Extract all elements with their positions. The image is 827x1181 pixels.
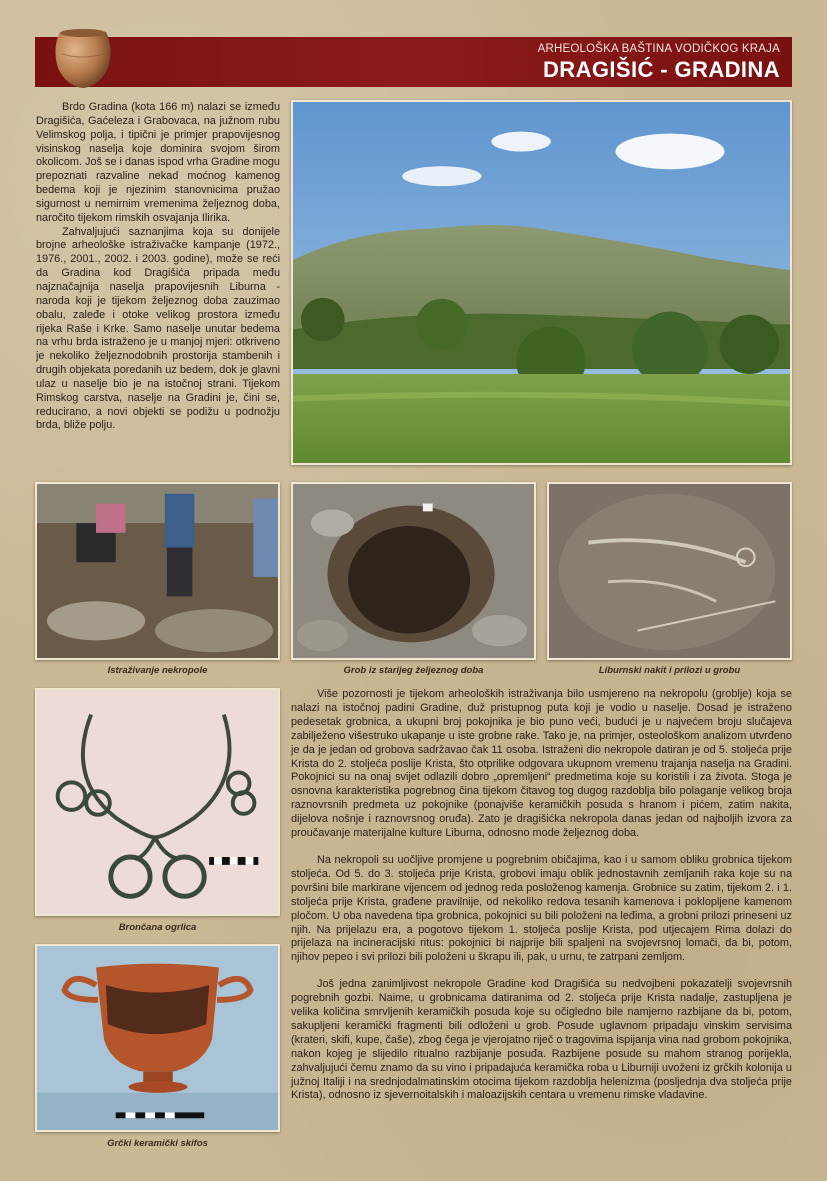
intro-paragraph-2: Zahvaljujući saznanjima koja su donijele brojne arheološke istraživačke kampanje (1972., 1976., 2001., 2002. i 2003. godine), može se reći da Gradina kod Dragišića pripada među najznačajnija naselja prapovijesnih Liburna - naroda koji je tijekom željeznog doba zauzimao obalu, zaleđe i otoke velikog prostora između rijeka Raše i Krke. Samo naselje unutar bedema na vrhu brda istraženo je u manjoj mjeri: otkriveno je nekoliko željeznodobnih prostorija stambenih i drugih objekata poredanih uz bedem, dok je glavni ulaz u naselje bio je na istočnoj strani. Tijekom Rimskog carstva, naselje na Gradini je, čini se, reducirano, a novi objekti se podižu u podnožju brda, bliže polju.	[36, 225, 280, 432]
caption-skyphos: Grčki keramički skifos	[107, 1138, 208, 1149]
caption-necklace: Brončana ogrlica	[118, 922, 197, 933]
page-title: DRAGIŠIĆ - GRADINA	[543, 57, 780, 82]
caption-grave-jewelry: Liburnski nakit i prilozi u grobu	[598, 665, 741, 676]
body-paragraph-2: Na nekropoli su uočljive promjene u pogrebnim običajima, kao i u samom obliku grobnica tijekom stoljeća. Od 5. do 3. stoljeća prije Krista, grobovi imaju oblik jednostavnih zemljanih raka koje su na površini bile markirane vijencem od jednog reda posloženog kamenja. Grobnice su zatim, tijekom 2. i 1. stoljeća prije Krista, građene pravilnije, od nekoliko redova tesanih kamenova i poklopljene kamenom pločom. U oba navedena tipa grobnica, pokojnici su bili položeni na leđima, a grobni prilozi prineseni uz njih. Na prijelazu era, a pogotovo tijekom 1. stoljeća poslije Krista, pod utjecajem Rima dolazi do prijelaza na incineracijski ritus: pokojnici bi najprije bili spaljeni na svojevrsnoj lomači, da bi, potom, njihov pepeo i svi prilozi bili položeni u škrapu ili, pak, u urnu, te zatrpani zemljom.	[291, 853, 792, 964]
grave-jewelry-photo	[547, 482, 792, 660]
greek-skyphos-photo	[35, 944, 280, 1132]
intro-paragraph-1: Brdo Gradina (kota 166 m) nalazi se između Dragišića, Gaćeleza i Grabovaca, na južnom rubu Velimskog polja, i tipični je primjer prapovijesnog visinskog naselja koje dominira svojom širom okolicom. Još se i danas ispod vrha Gradine mogu prepoznati razvaline nekad moćnog kamenog bedema koji je njezinim stanovnicima pružao sigurnost u nemirnim vremenima željeznog doba, naročito tijekom rimskih osvajanja Ilirika.	[36, 101, 280, 224]
intro-text	[36, 101, 280, 433]
gradina-hill-photo	[291, 100, 792, 465]
caption-excavation: Istraživanje nekropole	[107, 665, 208, 676]
grave-pit-photo	[291, 482, 536, 660]
body-paragraph-1: Više pozornosti je tijekom arheoloških istraživanja bilo usmjereno na nekropolu (groblje) koja se nalazi na istočnoj padini Gradine, duž pristupnog puta koji je vodio u naselje. Dosad je istraženo pedesetak grobnica, a ukupni broj pokojnika je bio puno veći, budući je u najvećem broju slučajeva zabilježeno višestruko ukapanje u iste grobne rake. Tako je, na primjer, osteološkom analizom utvrđeno je da je jedan od grobova sadržavao čak 11 osoba. Istraženi dio nekropole datiran je od 5. stoljeća prije Krista do 2. stoljeća poslije Krista, što otprilike odgovara ukupnom vremenu trajanja naselja na Gradini. Pokojnici su na onaj svijet odlazili dobro „opremljeni“ predmetima koje su koristili i za života. Stoga je osnovna karakteristika pogrebnog čina tijekom čitavog tog dugog razdoblja bilo polaganje velikog broja raznovrsnih predmeta uz pokojnike (ponajviše keramičkih posuda s hranom i pićem, zatim nakita, dijelova nošnje i raznovrsnog oruđa). Zato je dragišićka nekropola danas jedan od najboljih izvora za proučavanje materijalne kulture Liburna, odnosno mode željeznog doba.	[291, 688, 792, 840]
caption-grave-pit: Grob iz starijeg željeznog doba	[343, 665, 484, 676]
body-text	[291, 688, 792, 1116]
excavation-photo	[35, 482, 280, 660]
body-paragraph-3: Još jedna zanimljivost nekropole Gradine kod Dragišića su nedvojbeni pokazatelji svojevrsnih pogrebnih gozbi. Naime, u grobnicama datiranima od 2. stoljeća prije Krista nadalje, zastupljena je velika količina smrvljenih keramičkih posuda koje su očigledno bile namjerno razbijane da bi, potom, sakupljeni keramički fragmenti bili odloženi u grob. Posude uglavnom pripadaju vinskim servisima (krateri, skifi, kupe, čaše), zbog čega je vjerojatno riječ o tragovima ispijanja vina nad grobom pokojnika, nakon kojeg je slijedilo ritualno razbijanje posuđa. Razbijene posude su mahom stranog porijekla, zahvaljujući čemu znamo da su vino i pripadajuća keramička roba u Liburniji uvoženi iz grčkih kolonija u južnoj Italiji i na srednjodalmatinskim otocima tijekom razdoblja helenizma (posljednja dva stoljeća prije Krista), odnosno iz sjevernoitalskih i maloazijskih centara u vremenu rimske vladavine.	[291, 978, 792, 1102]
ceramic-pot-logo	[48, 24, 118, 90]
header-banner	[35, 37, 792, 87]
header-subtitle: ARHEOLOŠKA BAŠTINA VODIČKOG KRAJA	[537, 43, 780, 55]
bronze-necklace-photo	[35, 688, 280, 916]
